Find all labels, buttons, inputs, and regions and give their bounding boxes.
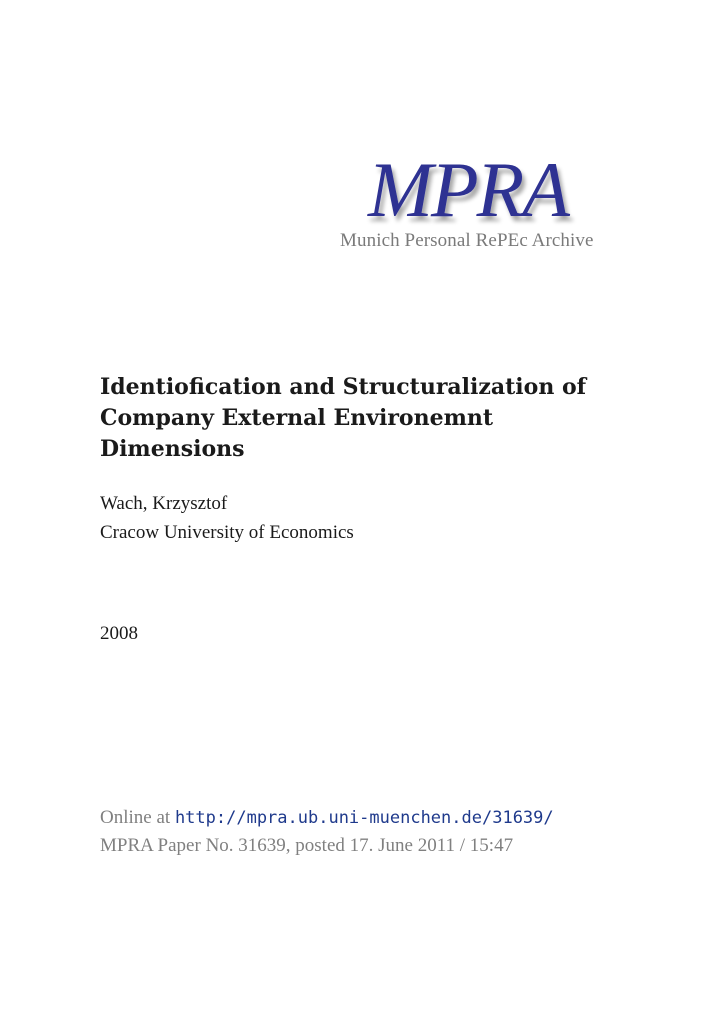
online-prefix: Online at (100, 807, 171, 828)
author-affiliation: Cracow University of Economics (100, 522, 354, 543)
mpra-logo-text: MPRA (368, 146, 568, 233)
paper-url-link[interactable]: http://mpra.ub.uni-muenchen.de/31639/ (174, 808, 554, 828)
paper-info: MPRA Paper No. 31639, posted 17. June 2011 / 15:47 (100, 835, 514, 856)
footer (100, 804, 554, 860)
mpra-logo-mark (368, 148, 608, 233)
online-line (100, 804, 554, 832)
paper-title-line: Identiofication and Structuralization of (100, 374, 587, 400)
author-block (100, 489, 354, 547)
author-name: Wach, Krzysztof (100, 493, 228, 514)
publication-year: 2008 (100, 623, 138, 644)
paper-title-line: Dimensions (100, 436, 245, 462)
logo-tagline: Munich Personal RePEc Archive (340, 230, 594, 251)
mpra-logo (330, 148, 630, 258)
paper-title (100, 372, 660, 465)
paper-title-line: Company External Environemnt (100, 405, 494, 431)
